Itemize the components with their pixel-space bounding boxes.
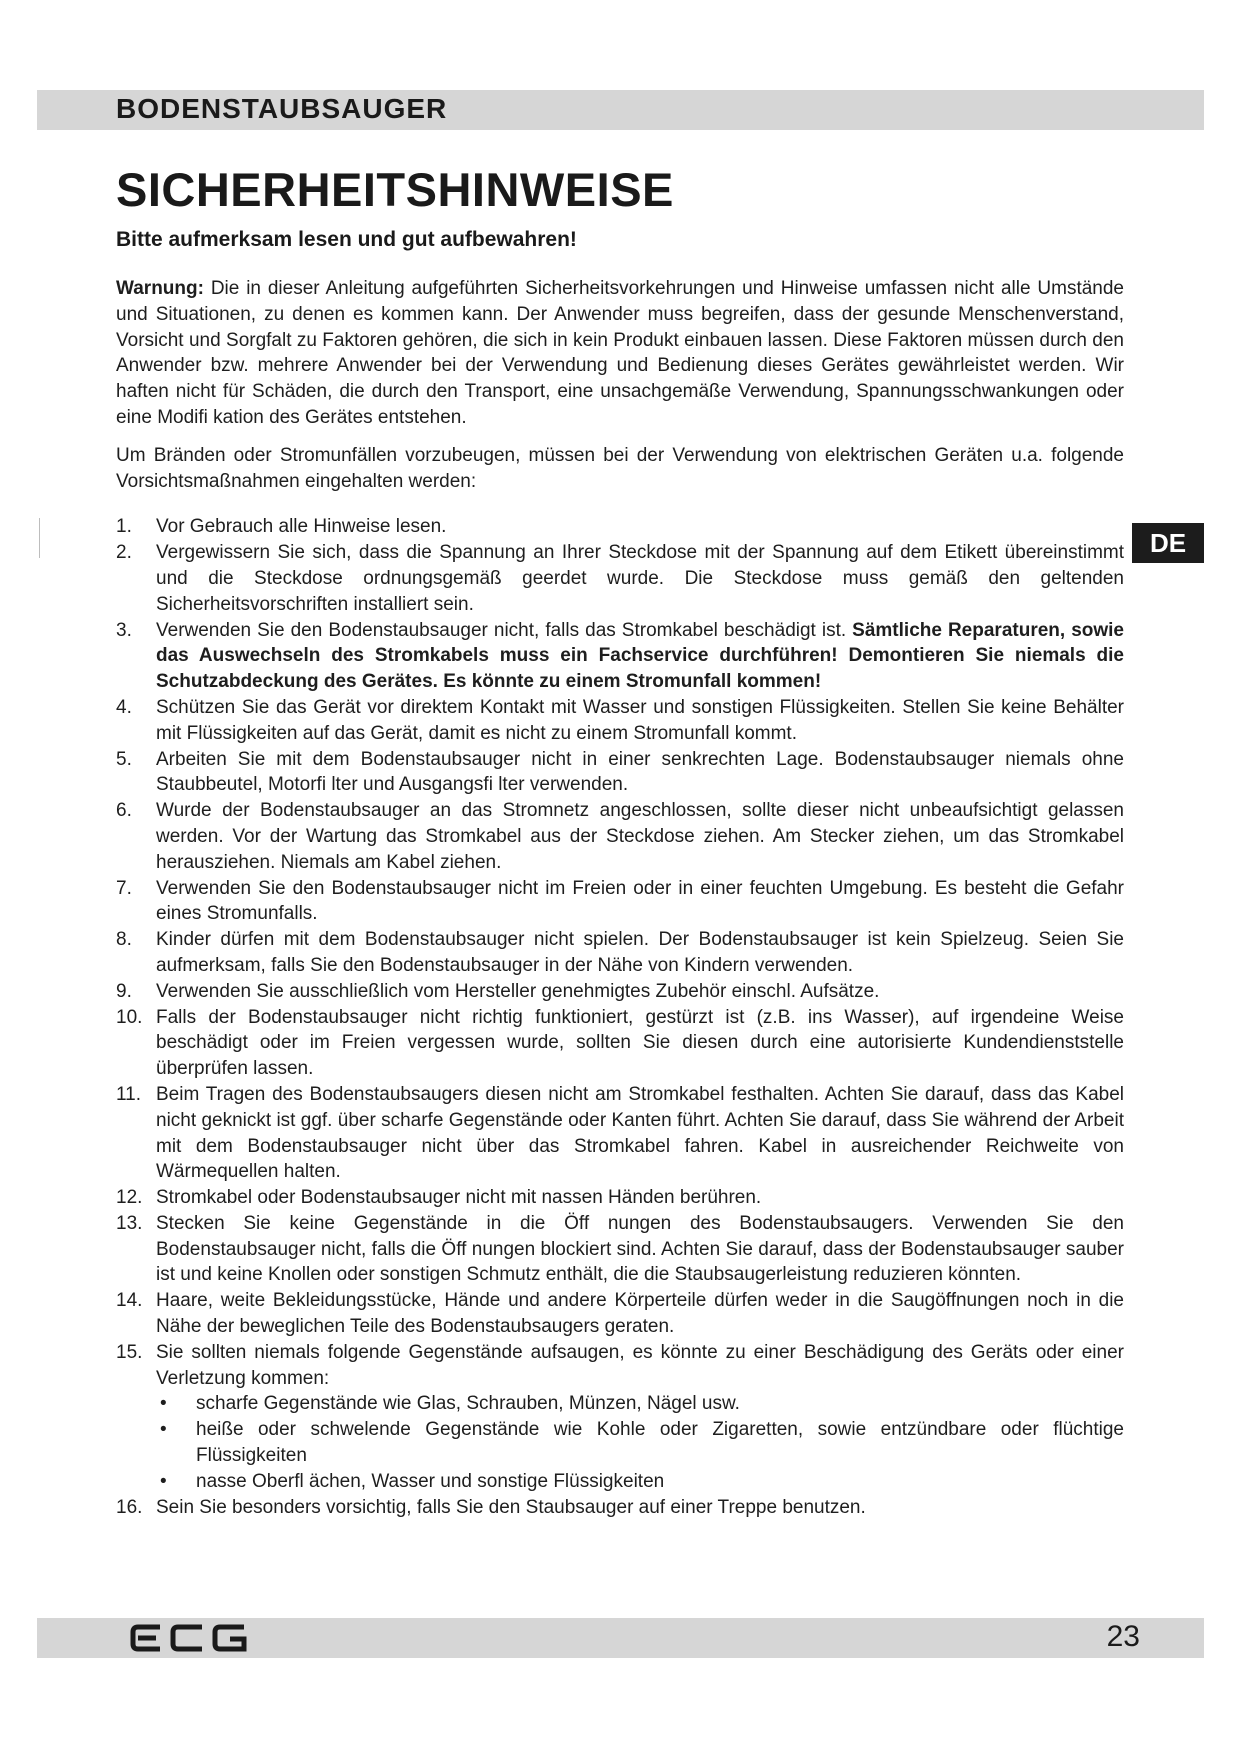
header-bar [37,90,1204,130]
item-text: Verwenden Sie den Bodenstaubsauger nicht, falls das Stromkabel beschädigt ist. [156,619,853,641]
bullet-icon: • [160,1470,167,1492]
list-item [116,514,1124,540]
item-number: 11. [116,1083,142,1105]
item-number: 9. [116,980,132,1002]
bullet-text: heiße oder schwelende Gegenstände wie Kohle oder Zigaretten, sowie entzündbare oder flüchtige Flüssigkeiten [196,1419,1124,1467]
safety-list [116,514,1124,1520]
list-item [116,1211,1124,1288]
list-item [116,540,1124,617]
item-text: Kinder dürfen mit dem Bodenstaubsauger nicht spielen. Der Bodenstaubsauger ist kein Spielzeug. Seien Sie aufmerksam, falls Sie den Bodenstaubsauger in der Nähe von Kindern verwenden. [156,929,1124,976]
header-title: BODENSTAUBSAUGER [116,93,448,124]
bullet-icon: • [160,1393,167,1415]
bullet-list [156,1391,1124,1494]
warning-text: Die in dieser Anleitung aufgeführten Sicherheitsvorkehrungen und Hinweise umfassen nicht alle Umstände und Situationen, zu denen es kommen kann. Der Anwender muss begreifen, dass der gesunde Menschenverstand, Vorsicht und Sorgfalt zu Faktoren gehören, die sich in kein Produkt einbauen lassen. Diese Faktoren müssen durch den Anwender bzw. mehrere Anwender bei der Verwendung und Bedienung dieses Gerätes gewährleistet werden. Wir haften nicht für Schäden, die durch den Transport, eine unsachgemäße Verwendung, Spannungsschwankungen oder eine Modifi kation des Gerätes entstehen. [116,278,1124,428]
item-number: 2. [116,542,132,564]
item-text: Verwenden Sie den Bodenstaubsauger nicht im Freien oder in einer feuchten Umgebung. Es besteht die Gefahr eines Stromunfalls. [156,877,1124,925]
list-item [116,695,1124,747]
item-text: Haare, weite Bekleidungsstücke, Hände und andere Körperteile dürfen weder in die Saugöffnungen noch in die Nähe der beweglichen Teile des Bodenstaubsaugers geraten. [156,1290,1124,1338]
bullet-item [156,1417,1124,1469]
item-text: Vergewissern Sie sich, dass die Spannung an Ihrer Steckdose mit der Spannung auf dem Etikett übereinstimmt und die Steckdose ordnungsgemäß geerdet wurde. Die Steckdose muss gemäß den geltenden Sicherheitsvorschriften installiert sein. [156,542,1124,615]
item-number: 13. [116,1212,143,1234]
ecg-logo-icon [130,1623,250,1653]
page-title: SICHERHEITSHINWEISE [116,163,674,216]
subtitle: Bitte aufmerksam lesen und gut aufbewahren! [116,228,577,251]
list-item [116,1495,1124,1521]
item-number: 14. [116,1290,143,1312]
item-text: Verwenden Sie ausschließlich vom Hersteller genehmigtes Zubehör einschl. Aufsätze. [156,980,880,1002]
bullet-item [156,1469,1124,1495]
list-item [116,876,1124,928]
item-number: 16. [116,1496,143,1518]
item-number: 3. [116,619,132,641]
item-text: Vor Gebrauch alle Hinweise lesen. [156,516,447,538]
item-number: 4. [116,696,132,718]
language-tab: DE [1132,523,1204,563]
item-text: Arbeiten Sie mit dem Bodenstaubsauger nicht in einer senkrechten Lage. Bodenstaubsauger niemals ohne Staubbeutel, Motorfi lter und Ausgangsfi lter verwenden. [156,748,1124,796]
bullet-text: scharfe Gegenstände wie Glas, Schrauben, Münzen, Nägel usw. [196,1393,740,1415]
item-text: Sein Sie besonders vorsichtig, falls Sie den Staubsauger auf einer Treppe benutzen. [156,1496,866,1518]
item-text: Wurde der Bodenstaubsauger an das Stromnetz angeschlossen, sollte dieser nicht unbeaufsichtigt gelassen werden. Vor der Wartung das Stromkabel aus der Steckdose ziehen. Am Stecker ziehen, um das Stromkabel herausziehen. Niemals am Kabel ziehen. [156,800,1124,873]
item-text: Stecken Sie keine Gegenstände in die Öff nungen des Bodenstaubsaugers. Verwenden Sie den Bodenstaubsauger nicht, falls die Öff nungen blockiert sind. Achten Sie darauf, dass der Bodenstaubsauger sauber ist und keine Knollen oder sonstigen Schmutz enthält, die die Staubsaugerleistung reduzieren könnten. [156,1212,1124,1286]
list-item [116,1005,1124,1082]
item-number: 10. [116,1006,143,1028]
item-number: 12. [116,1187,143,1209]
bullet-text: nasse Oberfl ächen, Wasser und sonstige Flüssigkeiten [196,1470,665,1492]
item-number: 1. [116,516,132,538]
list-item [116,979,1124,1005]
bullet-item [156,1391,1124,1417]
item-bold-text: Sämtliche Reparaturen, sowie das Auswechseln des Stromkabels muss ein Fachservice durchführen! Demontieren Sie niemals die Schutzabdeckung des Gerätes. Es könnte zu einem Stromunfall kommen! [156,619,1124,693]
list-item [116,1082,1124,1185]
warning-paragraph [116,276,1124,431]
list-item [116,747,1124,799]
item-text: Stromkabel oder Bodenstaubsauger nicht mit nassen Händen berühren. [156,1187,762,1209]
item-number: 15. [116,1341,143,1363]
item-number: 8. [116,929,132,951]
item-number: 5. [116,748,132,770]
warning-label: Warnung: [116,278,204,299]
item-number: 6. [116,800,132,822]
page-number: 23 [1106,1620,1140,1653]
item-text: Falls der Bodenstaubsauger nicht richtig funktioniert, gestürzt ist (z.B. ins Wasser), auf irgendeine Weise beschädigt oder im Freien vergessen wurde, sollten Sie diesen durch eine autorisierte Kundendienststelle überprüfen lassen. [156,1006,1124,1080]
intro-paragraph: Um Bränden oder Stromunfällen vorzubeugen, müssen bei der Verwendung von elektrischen Geräten u.a. folgende Vorsichtsmaßnahmen eingehalten werden: [116,444,1124,492]
item-text: Schützen Sie das Gerät vor direktem Kontakt mit Wasser und sonstigen Flüssigkeiten. Stellen Sie keine Behälter mit Flüssigkeiten auf das Gerät, damit es nicht zu einem Stromunfall kommt. [156,696,1124,744]
item-text: Beim Tragen des Bodenstaubsaugers diesen nicht am Stromkabel festhalten. Achten Sie darauf, dass das Kabel nicht geknickt ist ggf. über scharfe Gegenstände oder Kanten führt. Achten Sie darauf, dass Sie während der Arbeit mit dem Bodenstaubsauger nicht über das Stromkabel fahren. Kabel in ausreichender Reichweite von Wärmequellen halten. [156,1083,1124,1183]
content [116,276,1124,1520]
list-item [116,618,1124,695]
list-item [116,1340,1124,1495]
footer-bar [37,1618,1204,1658]
list-item [116,1288,1124,1340]
list-item [116,798,1124,875]
bullet-icon: • [160,1419,167,1441]
item-text: Sie sollten niemals folgende Gegenstände aufsaugen, es könnte zu einer Beschädigung des Geräts oder einer Verletzung kommen: [156,1341,1124,1389]
side-mark [39,518,40,558]
item-number: 7. [116,877,132,899]
list-item [116,1185,1124,1211]
list-item [116,927,1124,979]
